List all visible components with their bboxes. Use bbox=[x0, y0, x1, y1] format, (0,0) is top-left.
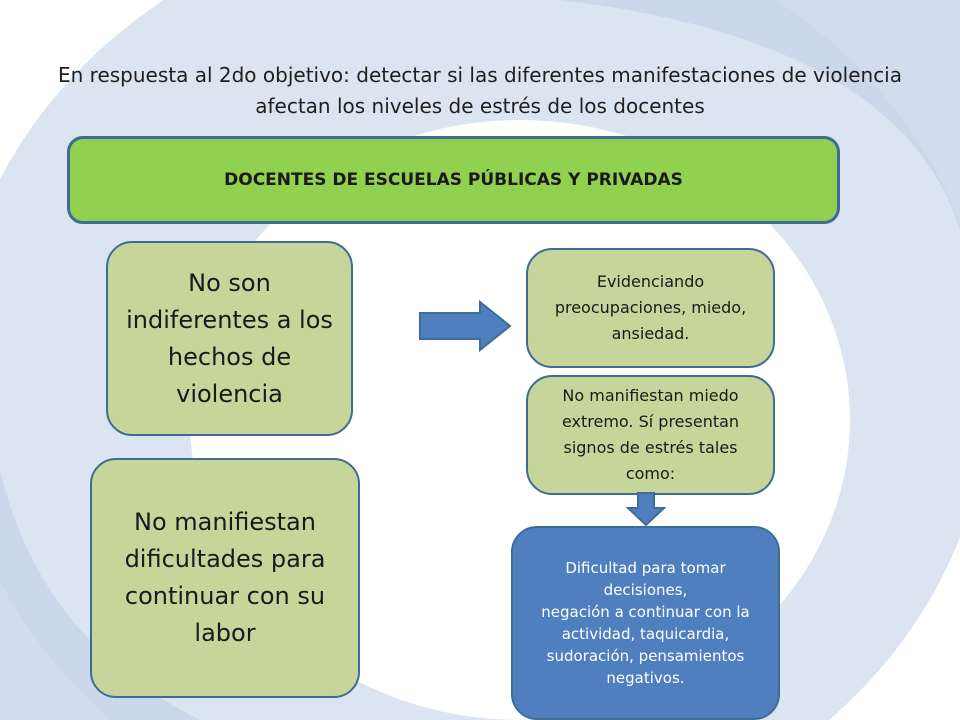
box-label: No manifiestan dificultades para continuar con su labor bbox=[124, 508, 326, 647]
right-arrow-icon bbox=[418, 300, 512, 352]
box-no-dificultades bbox=[90, 458, 360, 698]
box-no-miedo-extremo bbox=[526, 375, 775, 495]
down-arrow-icon bbox=[626, 492, 666, 526]
banner-docentes bbox=[67, 136, 840, 224]
banner-label: DOCENTES DE ESCUELAS PÚBLICAS Y PRIVADAS bbox=[224, 170, 683, 190]
slide-title: En respuesta al 2do objetivo: detectar si las diferentes manifestaciones de violencia afectan los niveles de estrés de los docentes bbox=[57, 63, 902, 118]
box-label: No son indiferentes a los hechos de violencia bbox=[126, 268, 333, 408]
box-label: No manifiestan miedo extremo. Sí presentan signos de estrés tales como: bbox=[561, 386, 740, 483]
box-label: Evidenciando preocupaciones, miedo, ansiedad. bbox=[554, 272, 747, 343]
box-no-indiferentes bbox=[106, 241, 353, 436]
box-evidenciando bbox=[526, 248, 775, 368]
box-label: Dificultad para tomar decisiones, negación a continuar con la actividad, taquicardia, sudoración, pensamientos negativos. bbox=[541, 559, 750, 687]
box-sintomas-estres bbox=[511, 526, 780, 720]
